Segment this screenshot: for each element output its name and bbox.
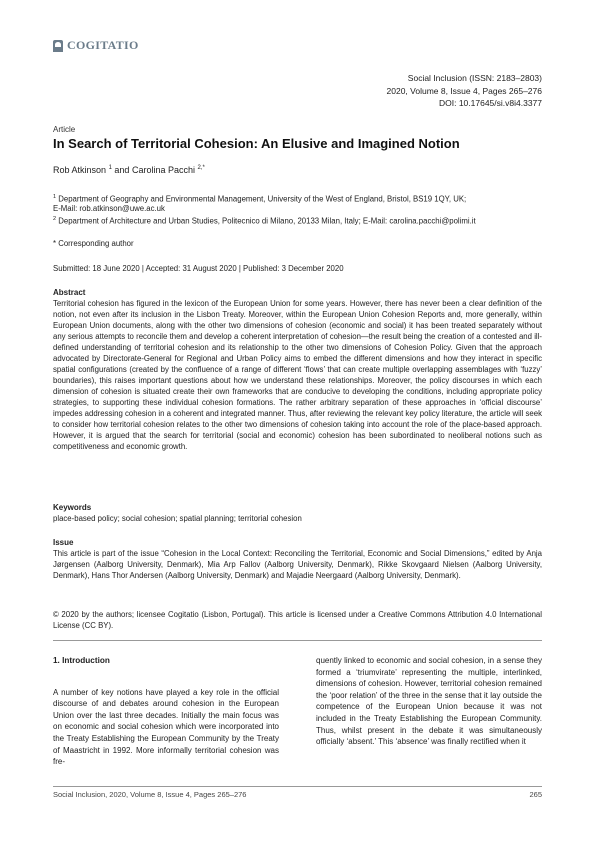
author-affiliation-mark: 1: [108, 165, 112, 171]
affiliation-1-email: E-Mail: rob.atkinson@uwe.ac.uk: [53, 204, 165, 213]
author-name: Carolina Pacchi: [131, 165, 195, 175]
publication-dates: Submitted: 18 June 2020 | Accepted: 31 August 2020 | Published: 3 December 2020: [53, 264, 344, 273]
abstract-section: [53, 287, 542, 452]
issue-heading: Issue: [53, 538, 74, 547]
cogitatio-logo-icon: [53, 40, 63, 52]
page-footer: [53, 790, 542, 799]
publisher-logo: [53, 38, 139, 53]
intro-heading: 1. Introduction: [53, 656, 110, 665]
authors: [53, 165, 205, 175]
section-divider: [53, 640, 542, 641]
article-type: Article: [53, 125, 76, 134]
issue-text: This article is part of the issue “Cohesion in the Local Context: Reconciling the Territorial, Economic and Social Dimensions,” edited by Anja Jørgensen (Aalborg University, Denmark), Mia Arp Fallov (Aalborg University, Denmark), Rikke Skovgaard Nielsen (Aalborg University, Denmark), Hans Thor Andersen (Aalborg University, Denmark) and Majadie Neergaard (Aalborg University, Denmark).: [53, 549, 542, 580]
journal-info: [387, 72, 542, 110]
corresponding-author: * Corresponding author: [53, 239, 134, 248]
publisher-name: COGITATIO: [67, 38, 139, 52]
author-separator: and: [114, 165, 130, 175]
abstract-heading: Abstract: [53, 288, 86, 297]
affiliation-mark: 2: [53, 216, 57, 222]
affiliation-text: Department of Architecture and Urban Studies, Politecnico di Milano, 20133 Milan, Italy; E-Mail: carolina.pacchi@polimi.it: [58, 216, 476, 226]
author-name: Rob Atkinson: [53, 165, 107, 175]
issue-section: [53, 537, 542, 581]
affiliation-2: [53, 214, 476, 227]
journal-issn: Social Inclusion (ISSN: 2183–2803): [407, 73, 542, 83]
affiliation-text: Department of Geography and Environmental Management, University of the West of England, Bristol, BS19 1QY, UK;: [58, 194, 467, 204]
abstract-text: Territorial cohesion has figured in the lexicon of the European Union for some years. However, there has never been a clear definition of the notion, not even after its inclusion in the Lisbon Treaty. Moreover, within the European Union Cohesion Reports and, more generally, within European Union documents, along with the other two dimensions of cohesion (economic and social) it has been treated separately without any serious attempts to reconcile them and develop a coherent interpretation of cohesion—the result being the creation of a contested and ill-defined understanding of territorial cohesion and its relationship to the other two dimensions of Cohesion Policy. Given that the approach advocated by Directorate-General for Regional and Urban Policy aims to embed the different dimensions and how they interact in specific spatial configurations (created by the confluence of a range of different ‘flows’ that can create multiple overlapping assemblages with ‘fuzzy’ boundaries), this raises important questions about how we understand these relationships. Moreover, the policy discourses in which each dimension of cohesion is situated create their own frameworks that are conducive to developing the conditions, including appropriate policy strategies, to supporting these individual cohesion formations. The rather arbitrary separation of these approaches in ‘official discourse’ impedes addressing cohesion in a coherent and integrated manner. Thus, after reviewing the relevant key policy literature, the article will seek to consider how territorial cohesion relates to the other two dimensions of cohesion taking into account the role of the place-based approach. However, it is argued that the search for territorial (social and economic) cohesion has been subordinated to neoliberal notions such as competitiveness and economic growth.: [53, 299, 542, 451]
keywords-section: [53, 502, 542, 524]
journal-doi[interactable]: DOI: 10.17645/si.v8i4.3377: [438, 98, 542, 108]
article-title: In Search of Territorial Cohesion: An Elusive and Imagined Notion: [53, 136, 460, 151]
affiliation-mark: 1: [53, 194, 57, 200]
page-number: 265: [529, 790, 542, 799]
footer-divider: [53, 786, 542, 787]
license-text: © 2020 by the authors; licensee Cogitatio (Lisbon, Portugal). This article is licensed under a Creative Commons Attribution 4.0 International License (CC BY).: [53, 610, 542, 630]
intro-paragraph: A number of key notions have played a key role in the official discourse of and debates around cohesion in the European Union over the last three decades. Initially the main focus was on economic and social cohesion which were incorporated into the Treaty Establishing the European Community by the Treaty of Maastricht in 1992. More informally territorial cohesion was fre-: [53, 687, 279, 767]
author-affiliation-mark: 2,*: [197, 165, 205, 171]
intro-left-column: [53, 655, 279, 768]
footer-citation: Social Inclusion, 2020, Volume 8, Issue 4, Pages 265–276: [53, 790, 247, 799]
intro-right-column: [316, 655, 542, 748]
keywords-text: place-based policy; social cohesion; spatial planning; territorial cohesion: [53, 514, 302, 523]
intro-paragraph-continued: quently linked to economic and social cohesion, in a sense they formed a ‘triumvirate’ representing the multiple, interlinked, dimensions of cohesion. However, territorial cohesion remained the ‘poor relation’ of the three in the sense that it lay outside the competence of the European Union because it was not included in the Treaty Establishing the European Community. Thus, whilst present in the debate it was simultaneously officially ‘absent.’ This ‘absence’ was finally rectified when it: [316, 656, 542, 747]
journal-volume: 2020, Volume 8, Issue 4, Pages 265–276: [386, 85, 542, 96]
keywords-heading: Keywords: [53, 503, 92, 512]
